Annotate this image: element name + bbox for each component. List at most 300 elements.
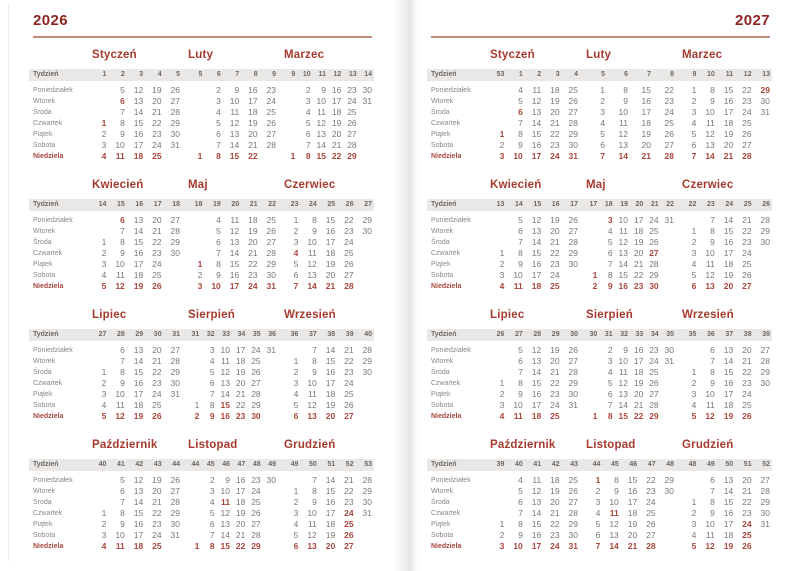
week-number-cell: 40 bbox=[515, 461, 523, 468]
date-cell: 22 bbox=[344, 215, 354, 225]
date-cell: 28 bbox=[760, 486, 770, 496]
date-cell: 18 bbox=[641, 118, 651, 128]
month-title: Czerwiec bbox=[284, 179, 336, 191]
date-cell: 22 bbox=[646, 475, 656, 485]
holiday-date-cell: 1 bbox=[101, 118, 107, 128]
weekday-label: Sobota bbox=[431, 532, 454, 539]
week-number-cell: 14 bbox=[515, 201, 523, 208]
date-cell bbox=[188, 508, 203, 519]
date-cell: 26 bbox=[344, 400, 354, 410]
holiday-date-cell: 20 bbox=[325, 541, 336, 551]
date-cell: 1 bbox=[293, 486, 299, 496]
holiday-date-cell: 6 bbox=[120, 96, 125, 106]
week-number-cell: 5 bbox=[176, 71, 180, 78]
date-grid bbox=[682, 475, 774, 552]
date-cell: 18 bbox=[633, 367, 644, 377]
date-cell: 14 bbox=[133, 356, 144, 366]
date-cell bbox=[663, 389, 678, 400]
week-number-cell: 28 bbox=[533, 331, 542, 338]
date-cell: 27 bbox=[646, 530, 656, 540]
date-cell: 9 bbox=[518, 140, 523, 150]
date-cell: 30 bbox=[568, 259, 578, 269]
date-cell: 9 bbox=[710, 378, 715, 388]
week-number-cell: 41 bbox=[533, 461, 542, 468]
date-cell bbox=[490, 497, 508, 508]
date-cell: 9 bbox=[623, 345, 628, 355]
holiday-date-cell: 28 bbox=[664, 151, 674, 161]
date-cell: 17 bbox=[633, 356, 644, 366]
date-cell: 2 bbox=[600, 96, 605, 106]
weekday-label: Sobota bbox=[33, 272, 56, 279]
week-number-cell: 43 bbox=[570, 461, 578, 468]
date-cell bbox=[92, 497, 110, 508]
date-cell: 13 bbox=[307, 270, 317, 280]
date-cell: 31 bbox=[266, 345, 276, 355]
date-cell bbox=[188, 237, 206, 248]
date-cell: 31 bbox=[664, 215, 674, 225]
date-cell bbox=[265, 378, 280, 389]
holiday-date-cell: 3 bbox=[499, 151, 505, 161]
date-cell: 29 bbox=[170, 118, 180, 128]
date-cell bbox=[358, 389, 376, 400]
date-cell: 20 bbox=[331, 129, 342, 139]
date-cell: 10 bbox=[705, 107, 715, 117]
week-number-cell: 49 bbox=[707, 461, 715, 468]
date-cell: 12 bbox=[307, 259, 317, 269]
date-cell: 8 bbox=[710, 497, 715, 507]
week-number-cell: 6 bbox=[624, 71, 628, 78]
date-cell: 27 bbox=[568, 497, 578, 507]
date-cell: 28 bbox=[568, 118, 578, 128]
date-cell: 9 bbox=[518, 259, 523, 269]
date-cell: 13 bbox=[705, 140, 715, 150]
date-cell: 15 bbox=[229, 259, 240, 269]
week-number-row bbox=[188, 459, 280, 471]
date-cell: 4 bbox=[209, 356, 215, 366]
holiday-date-cell: 8 bbox=[216, 151, 221, 161]
holiday-date-cell: 28 bbox=[646, 541, 656, 551]
month-row bbox=[33, 438, 372, 552]
date-cell: 11 bbox=[115, 270, 125, 280]
week-number-row bbox=[188, 69, 280, 81]
date-cell: 1 bbox=[499, 378, 505, 388]
date-cell: 29 bbox=[251, 400, 261, 410]
week-number-cell: 48 bbox=[688, 461, 697, 468]
label-spacer bbox=[33, 438, 88, 459]
date-cell: 1 bbox=[101, 367, 107, 377]
date-cell: 3 bbox=[101, 259, 107, 269]
date-cell: 25 bbox=[568, 85, 578, 95]
weekday-label: Czwartek bbox=[431, 120, 461, 127]
holiday-date-cell: 25 bbox=[344, 519, 354, 529]
week-number-cell: 41 bbox=[117, 461, 125, 468]
date-cell: 14 bbox=[220, 389, 230, 399]
week-number-cell: 47 bbox=[647, 461, 656, 468]
date-cell: 5 bbox=[216, 226, 221, 236]
date-grid bbox=[284, 85, 376, 162]
date-cell bbox=[756, 151, 774, 162]
date-cell bbox=[166, 281, 184, 292]
weekday-label: Czwartek bbox=[431, 380, 461, 387]
holiday-date-cell: 14 bbox=[609, 541, 619, 551]
date-cell: 23 bbox=[344, 367, 354, 377]
date-cell: 14 bbox=[618, 400, 628, 410]
date-cell: 25 bbox=[266, 215, 276, 225]
date-cell: 10 bbox=[220, 345, 230, 355]
date-cell: 26 bbox=[266, 118, 276, 128]
date-cell bbox=[756, 270, 774, 281]
date-cell: 20 bbox=[550, 226, 560, 236]
date-cell bbox=[188, 475, 203, 486]
date-cell: 26 bbox=[742, 270, 752, 280]
date-cell: 1 bbox=[691, 226, 697, 236]
week-number-cell: 39 bbox=[496, 461, 505, 468]
date-cell: 22 bbox=[742, 497, 752, 507]
date-cell: 21 bbox=[152, 497, 162, 507]
holiday-date-cell: 5 bbox=[691, 411, 697, 421]
date-cell: 13 bbox=[609, 530, 619, 540]
date-cell bbox=[361, 140, 376, 151]
holiday-date-cell: 21 bbox=[325, 281, 336, 291]
date-cell: 31 bbox=[664, 356, 674, 366]
date-cell: 7 bbox=[120, 356, 125, 366]
month-title: Październik bbox=[490, 439, 556, 451]
date-cell: 19 bbox=[550, 486, 560, 496]
holiday-date-cell: 27 bbox=[344, 541, 354, 551]
date-cell: 25 bbox=[344, 248, 354, 258]
date-cell: 17 bbox=[325, 508, 336, 518]
date-cell: 5 bbox=[293, 259, 299, 269]
date-cell: 26 bbox=[568, 345, 578, 355]
date-cell: 10 bbox=[115, 259, 125, 269]
date-cell: 3 bbox=[293, 237, 299, 247]
date-cell: 30 bbox=[266, 270, 276, 280]
date-cell: 18 bbox=[633, 226, 644, 236]
date-cell: 29 bbox=[760, 367, 770, 377]
week-column-label: Tydzień bbox=[33, 331, 59, 338]
date-cell: 23 bbox=[152, 248, 162, 258]
holiday-date-cell: 13 bbox=[307, 541, 317, 551]
weekday-label: Czwartek bbox=[33, 250, 63, 257]
week-number-row bbox=[284, 69, 376, 81]
label-spacer bbox=[431, 48, 486, 69]
date-cell bbox=[188, 226, 206, 237]
date-cell: 4 bbox=[305, 107, 311, 117]
date-grid bbox=[682, 215, 774, 292]
date-cell: 4 bbox=[600, 118, 605, 128]
date-cell: 29 bbox=[568, 248, 578, 258]
date-cell: 2 bbox=[209, 475, 215, 485]
date-cell: 27 bbox=[568, 356, 578, 366]
week-number-cell: 46 bbox=[222, 461, 230, 468]
date-cell: 6 bbox=[209, 378, 215, 388]
date-cell bbox=[756, 140, 774, 151]
date-cell: 24 bbox=[344, 378, 354, 388]
date-grid bbox=[490, 475, 582, 552]
date-cell: 22 bbox=[550, 519, 560, 529]
week-column-label: Tydzień bbox=[431, 71, 457, 78]
week-number-cell: 27 bbox=[515, 331, 523, 338]
date-cell bbox=[756, 530, 774, 541]
weekday-label: Piątek bbox=[33, 391, 53, 398]
date-cell bbox=[265, 541, 280, 552]
date-cell: 1 bbox=[194, 400, 200, 410]
month-block bbox=[284, 308, 376, 422]
date-cell: 20 bbox=[742, 475, 752, 485]
month-title: Grudzień bbox=[284, 439, 336, 451]
date-cell: 23 bbox=[550, 530, 560, 540]
week-number-cell: 34 bbox=[237, 331, 246, 338]
holiday-date-cell: 27 bbox=[344, 411, 354, 421]
date-cell: 5 bbox=[518, 486, 523, 496]
date-cell: 17 bbox=[133, 140, 144, 150]
holiday-date-cell: 8 bbox=[305, 151, 311, 161]
date-cell: 22 bbox=[344, 356, 354, 366]
holiday-date-cell: 24 bbox=[344, 508, 354, 518]
date-cell: 5 bbox=[600, 129, 605, 139]
date-cell bbox=[490, 237, 508, 248]
holiday-date-cell: 15 bbox=[618, 411, 628, 421]
date-cell: 3 bbox=[691, 519, 697, 529]
weekday-labels bbox=[33, 85, 88, 162]
date-cell: 23 bbox=[152, 378, 162, 388]
label-spacer bbox=[33, 178, 88, 199]
weekday-label: Środa bbox=[431, 369, 450, 376]
date-grid bbox=[490, 215, 582, 292]
date-cell bbox=[358, 541, 376, 552]
holiday-date-cell: 6 bbox=[691, 281, 697, 291]
date-cell: 21 bbox=[550, 367, 560, 377]
date-cell: 28 bbox=[362, 475, 372, 485]
date-cell: 11 bbox=[619, 367, 628, 377]
date-grid bbox=[188, 475, 280, 552]
week-number-cell: 18 bbox=[172, 201, 180, 208]
date-cell: 21 bbox=[235, 530, 246, 540]
weekday-label: Wtorek bbox=[33, 98, 56, 105]
date-cell: 6 bbox=[216, 237, 221, 247]
holiday-date-cell: 14 bbox=[705, 151, 715, 161]
date-cell bbox=[756, 411, 774, 422]
date-cell: 26 bbox=[664, 129, 674, 139]
date-cell: 5 bbox=[293, 400, 299, 410]
weekday-label: Wtorek bbox=[431, 488, 454, 495]
date-cell: 12 bbox=[531, 96, 542, 106]
date-cell: 17 bbox=[133, 530, 144, 540]
date-cell: 13 bbox=[220, 519, 230, 529]
month-block bbox=[92, 178, 184, 292]
holiday-date-cell: 15 bbox=[220, 400, 230, 410]
date-cell: 9 bbox=[312, 367, 317, 377]
date-cell: 25 bbox=[649, 367, 659, 377]
date-cell: 24 bbox=[550, 400, 560, 410]
date-cell: 2 bbox=[101, 248, 107, 258]
date-cell: 24 bbox=[646, 497, 656, 507]
page-2027 bbox=[431, 12, 770, 568]
holiday-date-cell: 13 bbox=[705, 281, 715, 291]
holiday-date-cell: 3 bbox=[197, 281, 203, 291]
label-spacer bbox=[431, 178, 486, 199]
month-title: Listopad bbox=[188, 439, 238, 451]
date-cell bbox=[188, 486, 203, 497]
date-cell: 7 bbox=[518, 118, 523, 128]
date-cell: 14 bbox=[531, 508, 542, 518]
date-cell: 1 bbox=[499, 519, 505, 529]
date-cell: 4 bbox=[691, 259, 697, 269]
date-cell bbox=[490, 356, 508, 367]
date-cell: 11 bbox=[307, 389, 317, 399]
date-cell: 3 bbox=[209, 486, 215, 496]
date-cell: 20 bbox=[633, 389, 644, 399]
date-cell: 4 bbox=[518, 85, 523, 95]
date-cell: 19 bbox=[235, 508, 246, 518]
week-number-row bbox=[682, 69, 774, 81]
date-cell: 16 bbox=[325, 367, 336, 377]
holiday-date-cell: 21 bbox=[627, 541, 638, 551]
date-cell bbox=[92, 215, 110, 226]
date-cell: 7 bbox=[710, 486, 715, 496]
holiday-date-cell: 25 bbox=[550, 281, 560, 291]
date-cell: 17 bbox=[235, 345, 246, 355]
holiday-date-cell: 8 bbox=[607, 411, 613, 421]
date-cell bbox=[490, 226, 508, 237]
date-cell: 29 bbox=[568, 519, 578, 529]
week-number-cell: 20 bbox=[635, 201, 644, 208]
date-cell: 9 bbox=[120, 519, 125, 529]
date-cell bbox=[663, 226, 678, 237]
date-cell: 15 bbox=[531, 129, 542, 139]
date-cell: 25 bbox=[649, 226, 659, 236]
holiday-date-cell: 21 bbox=[723, 151, 734, 161]
date-cell: 1 bbox=[691, 497, 697, 507]
week-number-cell: 30 bbox=[570, 331, 578, 338]
month-row bbox=[431, 48, 770, 162]
week-number-cell: 9 bbox=[291, 71, 296, 78]
date-cell: 25 bbox=[742, 118, 752, 128]
month-row bbox=[431, 308, 770, 422]
week-number-cell: 13 bbox=[348, 71, 357, 78]
weekday-label: Poniedziałek bbox=[33, 87, 73, 94]
date-cell: 20 bbox=[627, 530, 638, 540]
date-cell: 14 bbox=[325, 475, 336, 485]
date-cell: 16 bbox=[248, 85, 258, 95]
week-number-cell: 30 bbox=[589, 331, 598, 338]
week-number-cell: 23 bbox=[290, 201, 299, 208]
date-cell: 20 bbox=[550, 107, 560, 117]
week-number-cell: 26 bbox=[762, 201, 770, 208]
date-cell: 23 bbox=[742, 237, 752, 247]
date-cell: 26 bbox=[568, 215, 578, 225]
date-cell: 2 bbox=[691, 96, 697, 106]
date-cell: 12 bbox=[307, 530, 317, 540]
date-grid bbox=[682, 85, 774, 162]
date-cell: 16 bbox=[331, 85, 342, 95]
date-cell bbox=[660, 541, 678, 552]
date-cell: 22 bbox=[248, 259, 258, 269]
date-cell: 25 bbox=[347, 107, 357, 117]
date-cell: 9 bbox=[312, 226, 317, 236]
date-cell bbox=[188, 85, 206, 96]
week-number-row bbox=[188, 329, 280, 341]
week-number-row bbox=[188, 199, 280, 211]
weekday-label: Niedziela bbox=[33, 153, 64, 160]
date-cell: 27 bbox=[170, 345, 180, 355]
date-cell: 11 bbox=[705, 259, 715, 269]
date-grid bbox=[92, 475, 184, 552]
date-cell: 19 bbox=[331, 118, 342, 128]
date-cell bbox=[188, 367, 203, 378]
year-title: 2026 bbox=[33, 12, 68, 29]
date-cell: 30 bbox=[568, 530, 578, 540]
date-cell: 11 bbox=[307, 248, 317, 258]
date-cell bbox=[284, 85, 299, 96]
date-cell: 25 bbox=[251, 356, 261, 366]
date-cell: 15 bbox=[133, 237, 144, 247]
date-cell: 20 bbox=[235, 378, 246, 388]
month-block bbox=[92, 308, 184, 422]
date-cell: 3 bbox=[499, 270, 505, 280]
date-cell: 27 bbox=[344, 270, 354, 280]
date-cell: 14 bbox=[723, 486, 734, 496]
date-cell: 10 bbox=[307, 237, 317, 247]
date-cell: 9 bbox=[623, 96, 628, 106]
date-cell: 13 bbox=[316, 129, 326, 139]
holiday-date-cell: 23 bbox=[633, 281, 644, 291]
date-cell: 22 bbox=[633, 270, 644, 280]
date-cell: 14 bbox=[220, 530, 230, 540]
date-cell: 13 bbox=[723, 475, 734, 485]
date-cell bbox=[188, 389, 203, 400]
holiday-date-cell: 24 bbox=[550, 151, 560, 161]
date-cell bbox=[660, 497, 678, 508]
weekday-label: Środa bbox=[33, 499, 52, 506]
date-cell: 24 bbox=[742, 248, 752, 258]
date-cell bbox=[188, 215, 206, 226]
month-row bbox=[431, 178, 770, 292]
date-cell: 29 bbox=[760, 226, 770, 236]
month-row-columns bbox=[431, 178, 770, 292]
date-cell bbox=[663, 281, 678, 292]
date-cell: 14 bbox=[618, 259, 628, 269]
holiday-date-cell: 10 bbox=[513, 151, 523, 161]
date-cell: 10 bbox=[618, 107, 628, 117]
week-number-row bbox=[490, 329, 582, 341]
date-cell: 4 bbox=[293, 519, 299, 529]
week-number-cell: 39 bbox=[762, 331, 770, 338]
date-cell: 6 bbox=[293, 270, 299, 280]
date-cell: 12 bbox=[618, 378, 628, 388]
date-cell: 29 bbox=[170, 367, 180, 377]
date-cell: 8 bbox=[120, 367, 125, 377]
date-cell: 9 bbox=[312, 497, 317, 507]
date-cell bbox=[166, 151, 184, 162]
date-cell: 24 bbox=[742, 389, 752, 399]
week-number-cell: 35 bbox=[666, 331, 674, 338]
date-cell: 10 bbox=[115, 389, 125, 399]
week-column-label: Tydzień bbox=[33, 461, 59, 468]
date-cell: 2 bbox=[101, 129, 107, 139]
date-cell: 6 bbox=[710, 345, 715, 355]
holiday-date-cell: 5 bbox=[691, 541, 697, 551]
week-number-cell: 8 bbox=[253, 71, 258, 78]
holiday-date-cell: 16 bbox=[618, 281, 628, 291]
week-number-cell: 1 bbox=[518, 71, 523, 78]
week-number-cell: 28 bbox=[117, 331, 125, 338]
month-block bbox=[284, 438, 376, 552]
weekday-labels bbox=[431, 345, 486, 422]
date-cell: 8 bbox=[312, 215, 317, 225]
week-number-row bbox=[682, 459, 774, 471]
holiday-date-cell: 19 bbox=[723, 411, 734, 421]
